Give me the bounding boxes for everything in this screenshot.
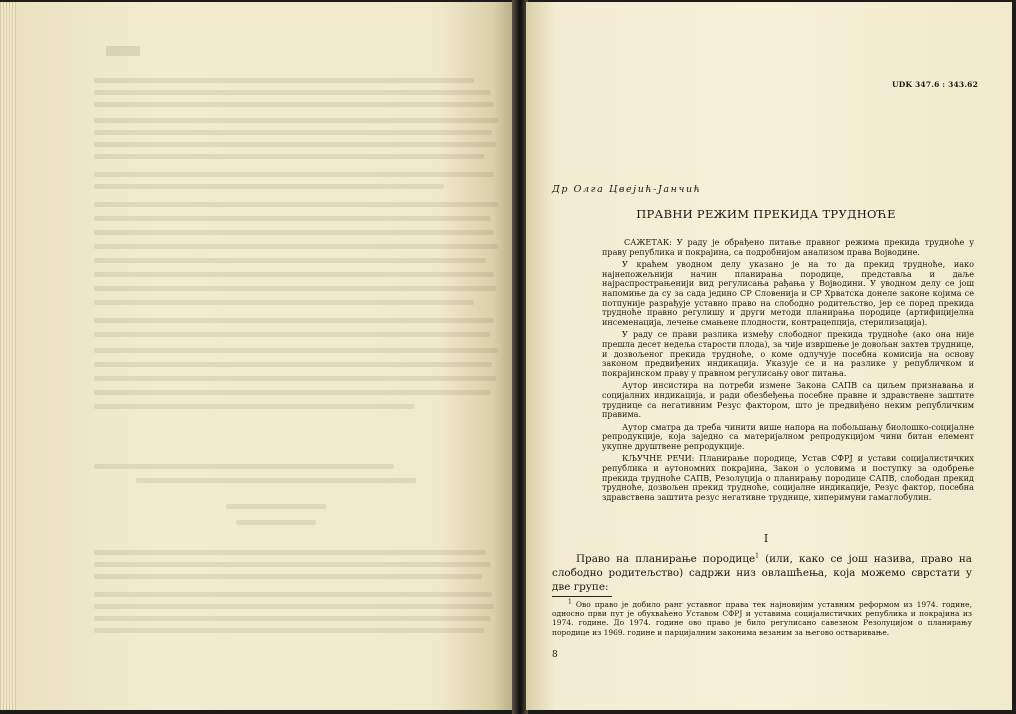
footnote-mark: 1 <box>568 598 572 606</box>
bleed-through-line <box>94 464 394 469</box>
udk-code: UDK 347.6 : 343.62 <box>892 80 978 89</box>
bleed-through-line <box>94 142 496 147</box>
footnote-text: Ово право је добило ранг уставног права тек најновијим уставним реформом из 1974. године, односно први пут је обухваћено Уставом СФРЈ и уставима социјалистичких република и покрајина из 1974. године. До 1974. године ово право је било регулисано савезном Резолуцијом о планирању породице из 1969. године и парцијалним законима везаним за његово остваривање. <box>552 600 972 637</box>
bleed-through-line <box>94 184 444 189</box>
bleed-through-line <box>94 216 490 221</box>
keywords-paragraph: КЉУЧНЕ РЕЧИ: Планирање породице, Устав СФРЈ и устави социјалистичких република и аутономних покрајина, Закон о условима и поступку за одобрење прекида трудноће САПВ, Резолуција о планирању породице САПВ, слободан прекид трудноће, дозвољен прекид трудноће, социјалне индикације, Резус фактор, посебна здравствена заштита резус негативне труднице, хиперимуни гамаглобулин. <box>602 453 974 502</box>
bleed-through-line <box>94 604 494 609</box>
bleed-through-line <box>226 504 326 509</box>
bleed-through-line <box>94 154 484 159</box>
article-title: ПРАВНИ РЕЖИМ ПРЕКИДА ТРУДНОЋЕ <box>636 207 896 221</box>
bleed-through-line <box>94 390 490 395</box>
bleed-through-line <box>94 244 498 249</box>
bleed-through-line <box>94 130 492 135</box>
left-page <box>6 2 514 710</box>
bleed-through-line <box>94 376 496 381</box>
bleed-through-line <box>94 202 498 207</box>
bleed-through-line <box>94 628 484 633</box>
bleed-through-line <box>94 550 486 555</box>
bleed-through-line <box>94 286 496 291</box>
abstract-paragraph: У раду се прави разлика између слободног прекида трудноће (ако она није прешла десет недеља старости плода), за чије извршење је довољан захтев труднице, и дозвољеног прекида трудноће, о коме одлучује посебна комисија на основу законом предвиђених индикација. Указује се и на разлике у републичком и покрајинском праву у правном регулисању овог питања. <box>602 329 974 378</box>
bleed-through-line <box>94 230 494 235</box>
page-edges <box>0 2 16 710</box>
abstract <box>602 238 974 505</box>
bleed-through-line <box>236 520 316 525</box>
footnote <box>552 600 972 637</box>
bleed-through-line <box>94 332 490 337</box>
bleed-through-line <box>94 592 492 597</box>
abstract-paragraph: САЖЕТАК: У раду је обрађено питање правног режима прекида трудноће у праву република и покрајина, са подробнијом анализом права Војводине. <box>602 237 974 257</box>
bleed-through-page-number <box>106 46 140 56</box>
bleed-through-line <box>94 102 494 107</box>
bleed-through-line <box>94 562 490 567</box>
bleed-through-line <box>94 404 414 409</box>
bleed-through-line <box>94 348 498 353</box>
bleed-through-line <box>94 78 474 83</box>
bleed-through-line <box>94 272 494 277</box>
bleed-through-line <box>136 478 416 483</box>
body-text-end: (или, како се још назива, право на слободно родитељство) садржи низ овлашћења, која можемо сврстати у две групе: <box>552 553 973 593</box>
bleed-through-line <box>94 258 486 263</box>
bleed-through-line <box>94 172 494 177</box>
section-number: I <box>763 532 769 545</box>
bleed-through-line <box>94 300 474 305</box>
abstract-paragraph: Аутор сматра да треба чинити више напора на побољшању биолошко-социјалне репродукције, која заједно са материјалном репродукцијом чини битан елемент укупне друштвене репродукције. <box>602 421 974 451</box>
author-name: Др Олга Цвејић-Јанчић <box>552 184 702 195</box>
page-number: 8 <box>552 650 558 660</box>
abstract-paragraph: У краћем уводном делу указано је на то да прекид трудноће, иако најнепожељнији начин планирања породице, представља и даље најраспрострањенији вид регулисања рађања у Војводини. У уводном делу се још напомиње да су за сада једино СР Словенија и СР Хрватска донеле законе којима се потпуније разрађује уставно право на слободно родитељство, јер се поред прекида трудноће правно регулишу и други методи планирања породице (артифицијелна инсеменација, лечење смањене плодности, контрацепција, стерилизација). <box>602 259 974 327</box>
body-text-start: Право на планирање породице <box>576 553 756 565</box>
footnote-reference: 1 <box>755 552 759 560</box>
bleed-through-line <box>94 616 490 621</box>
footnote-rule <box>552 596 612 597</box>
bleed-through-line <box>94 90 490 95</box>
bleed-through-line <box>94 574 482 579</box>
body-paragraph <box>552 552 972 594</box>
bleed-through-line <box>94 318 494 323</box>
bleed-through-line <box>94 362 492 367</box>
abstract-paragraph: Аутор инсистира на потреби измене Закона САПВ са циљем признавања и социјалних индикација, и ради обезбеђења посебне правне и здравствене заштите труднице са негативним Резус фактором, што је предвиђено неким републичким правима. <box>602 380 974 420</box>
bleed-through-line <box>94 118 498 123</box>
